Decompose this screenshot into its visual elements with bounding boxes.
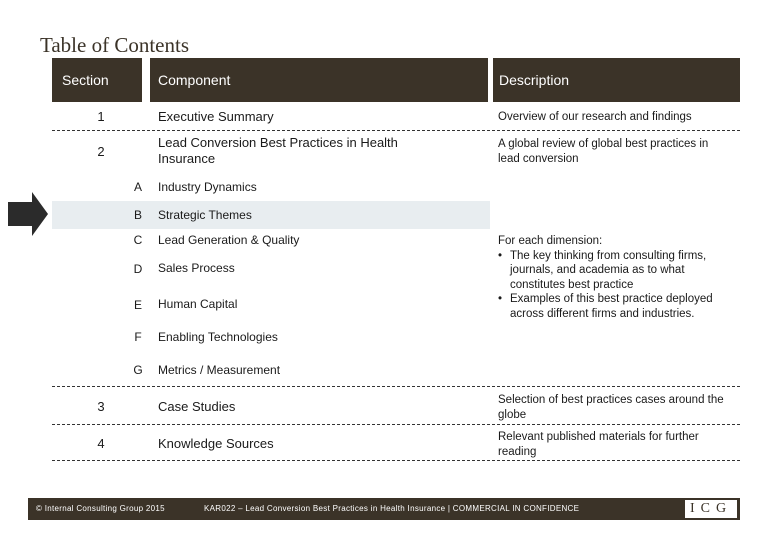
row-2-component: Lead Conversion Best Practices in Health Insurance	[158, 135, 398, 166]
icg-logo: ICG	[684, 500, 737, 518]
subsection-letter: A	[133, 180, 142, 194]
subsection-letter: B	[133, 208, 142, 222]
subsection-label: Metrics / Measurement	[158, 363, 281, 377]
row-1-description: Overview of our research and findings	[498, 111, 692, 123]
row-divider	[52, 130, 740, 131]
subsection-label: Industry Dynamics	[158, 180, 257, 194]
subsection-label: Sales Process	[158, 261, 235, 275]
row-3-description: Selection of best practices cases around the globe	[498, 394, 724, 421]
header-component-label: Component	[158, 72, 231, 88]
list-item: • Examples of this best practice deployed across different firms and industries.	[498, 292, 738, 321]
row-4-number: 4	[97, 436, 105, 451]
subsection-letter: D	[133, 262, 143, 276]
page-title: Table of Contents	[40, 33, 189, 57]
footer-copyright: © Internal Consulting Group 2015	[36, 504, 165, 513]
row-2-description: A global review of global best practices in lead conversion	[498, 138, 709, 165]
dimension-intro: For each dimension:	[498, 235, 603, 247]
row-divider	[52, 386, 740, 387]
row-2-number: 2	[97, 144, 105, 159]
row-divider	[52, 460, 740, 461]
row-4-component: Knowledge Sources	[158, 436, 274, 451]
subsection-letter: G	[133, 363, 143, 377]
subsection-label: Strategic Themes	[158, 208, 252, 222]
row-divider	[52, 424, 740, 425]
header-section-label: Section	[62, 72, 109, 88]
list-item: • The key thinking from consulting firms, journals, and academia as to what constitutes best practice	[498, 249, 738, 293]
subsection-label: Enabling Technologies	[158, 330, 278, 344]
subsection-label: Human Capital	[158, 297, 238, 311]
row-3-number: 3	[97, 399, 105, 414]
row-1-component: Executive Summary	[158, 109, 274, 124]
header-section	[52, 58, 142, 102]
subsection-letter: E	[133, 298, 142, 312]
dimension-description	[498, 234, 738, 321]
subsection-label: Lead Generation & Quality	[158, 233, 300, 247]
right-arrow-icon	[8, 192, 48, 236]
row-3-component: Case Studies	[158, 399, 236, 414]
row-4-description: Relevant published materials for further reading	[498, 431, 699, 458]
row-1-number: 1	[97, 109, 105, 124]
dimension-bullet-list	[498, 249, 738, 322]
subsection-letter: F	[134, 330, 142, 344]
current-subsection-highlight	[52, 201, 490, 229]
header-description	[493, 58, 740, 102]
footer-doc-info: KAR022 – Lead Conversion Best Practices in Health Insurance | COMMERCIAL IN CONFIDENCE	[204, 504, 580, 513]
header-component	[150, 58, 488, 102]
subsection-letter: C	[133, 233, 143, 247]
header-description-label: Description	[499, 72, 570, 88]
